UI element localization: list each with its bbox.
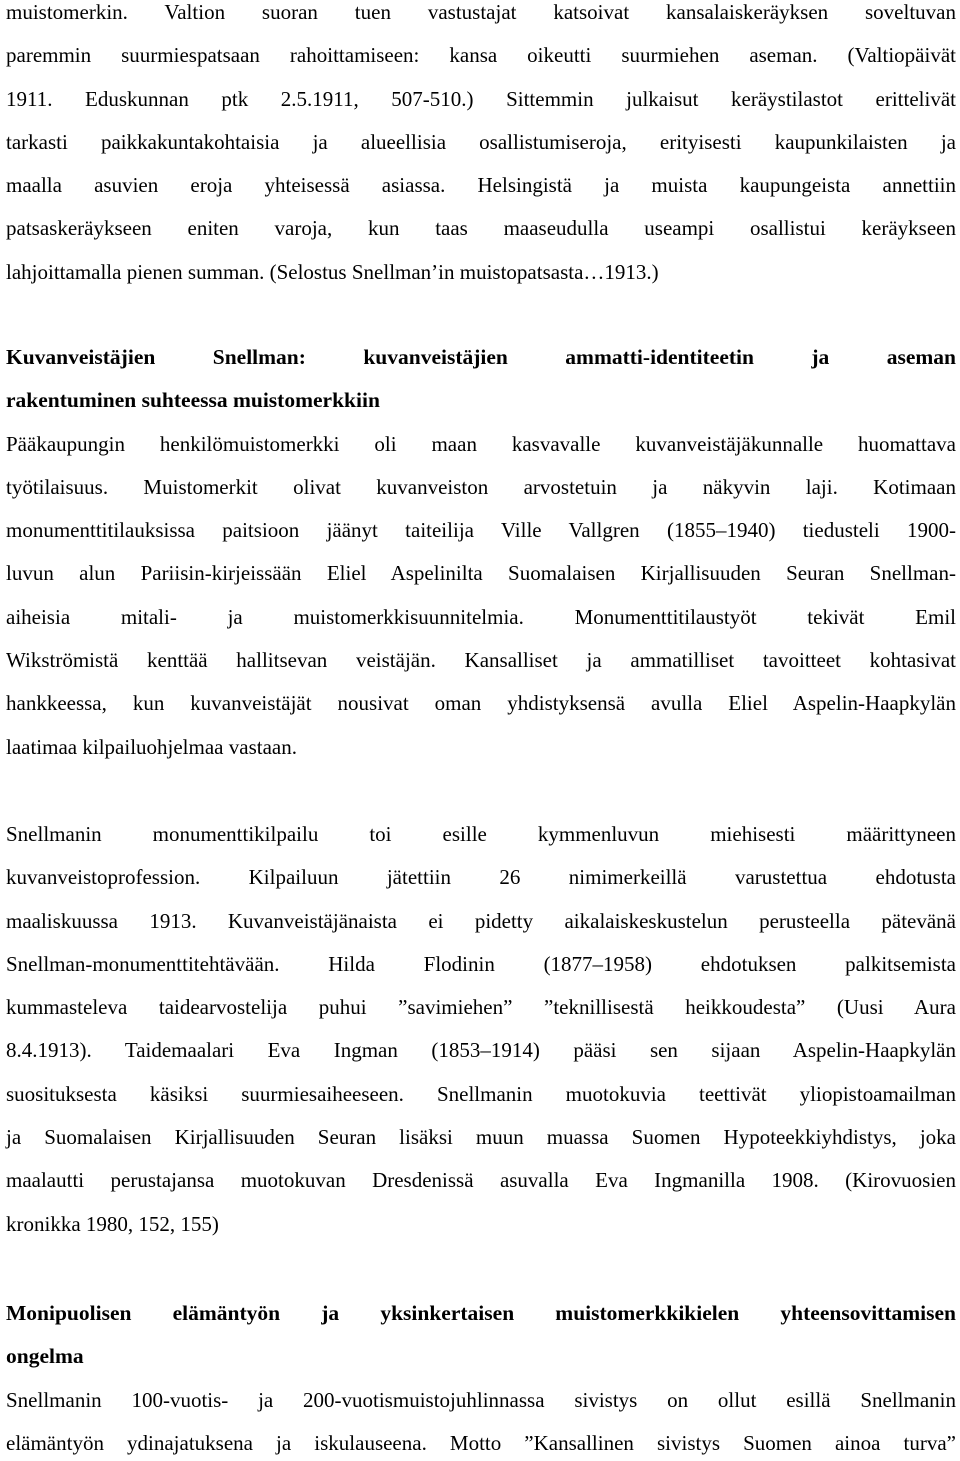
section-heading: ongelma bbox=[6, 1344, 84, 1369]
text-line: suosituksesta käsiksi suurmiesaiheeseen. Snellmanin muotokuvia teettivät yliopistoamailman bbox=[6, 1081, 956, 1106]
section-heading: Kuvanveistäjien Snellman: kuvanveistäjien ammatti-identiteetin ja aseman bbox=[6, 345, 956, 369]
text-line: muistomerkin. Valtion suoran tuen vastustajat katsoivat kansalaiskeräyksen soveltuvan bbox=[6, 0, 956, 24]
text-line: maalautti perustajansa muotokuvan Dresdenissä asuvalla Eva Ingmanilla 1908. (Kirovuosien bbox=[6, 1168, 956, 1193]
text-line: 8.4.1913). Taidemaalari Eva Ingman (1853–1914) pääsi sen sijaan Aspelin-Haapkylän bbox=[6, 1038, 956, 1063]
text-line: aiheisia mitali- ja muistomerkkisuunnitelmia. Monumenttitilaustyöt tekivät Emil bbox=[6, 604, 956, 629]
text-line: patsaskeräykseen eniten varoja, kun taas maaseudulla useampi osallistui keräykseen bbox=[6, 216, 956, 241]
section-heading: rakentuminen suhteessa muistomerkkiin bbox=[6, 388, 380, 413]
text-line: tarkasti paikkakuntakohtaisia ja alueellisia osallistumiseroja, erityisesti kaupunkilaisten ja bbox=[6, 129, 956, 154]
text-line: kronikka 1980, 152, 155) bbox=[6, 1211, 219, 1236]
text-line: hankkeessa, kun kuvanveistäjät nousivat oman yhdistyksensä avulla Eliel Aspelin-Haapkylän bbox=[6, 691, 956, 716]
text-line: maaliskuussa 1913. Kuvanveistäjänaista ei pidetty aikalaiskeskustelun perusteella pätevänä bbox=[6, 908, 956, 933]
text-line: paremmin suurmiespatsaan rahoittamiseen: kansa oikeutti suurmiehen aseman. (Valtiopäivät bbox=[6, 43, 956, 68]
section-heading: Monipuolisen elämäntyön ja yksinkertaisen muistomerkkikielen yhteensovittamisen bbox=[6, 1301, 956, 1325]
text-line: Snellmanin monumenttikilpailu toi esille kymmenluvun miehisesti määrittyneen bbox=[6, 822, 956, 846]
paragraph-monumenttikilpailu bbox=[6, 813, 956, 1246]
text-line: Snellman-monumenttitehtävään. Hilda Flodinin (1877–1958) ehdotuksen palkitsemista bbox=[6, 951, 956, 976]
text-line: kuvanveistoprofession. Kilpailuun jätettiin 26 nimimerkeillä varustettua ehdotusta bbox=[6, 865, 956, 890]
text-line: luvun alun Pariisin-kirjeissään Eliel Aspelinilta Suomalaisen Kirjallisuuden Seuran Snellman- bbox=[6, 561, 956, 586]
text-line: Pääkaupungin henkilömuistomerkki oli maan kasvavalle kuvanveistäjäkunnalle huomattava bbox=[6, 431, 956, 456]
section-monipuolisen-elamantyon bbox=[6, 1292, 956, 1461]
text-line: 1911. Eduskunnan ptk 2.5.1911, 507-510.) Sittemmin julkaisut keräystilastot erittelivät bbox=[6, 86, 956, 111]
intro-paragraph bbox=[6, 0, 956, 294]
text-line: lahjoittamalla pienen summan. (Selostus Snellman’in muistopatsasta…1913.) bbox=[6, 259, 659, 284]
text-line: laatimaa kilpailuohjelmaa vastaan. bbox=[6, 734, 297, 759]
text-line: Snellmanin 100-vuotis- ja 200-vuotismuistojuhlinnassa sivistys on ollut esillä Snellmanin bbox=[6, 1387, 956, 1412]
text-line: työtilaisuus. Muistomerkit olivat kuvanveiston arvostetuin ja näkyvin laji. Kotimaan bbox=[6, 474, 956, 499]
text-line: maalla asuvien eroja yhteisessä asiassa. Helsingistä ja muista kaupungeista annettiin bbox=[6, 173, 956, 198]
text-line: Wikströmistä kenttää hallitsevan veistäjän. Kansalliset ja ammatilliset tavoitteet kohtasivat bbox=[6, 648, 956, 673]
text-line: monumenttitilauksissa paitsioon jäänyt taiteilija Ville Vallgren (1855–1940) tiedusteli 1900- bbox=[6, 518, 956, 543]
text-line: elämäntyön ydinajatuksena ja iskulauseena. Motto ”Kansallinen sivistys Suomen ainoa turva” bbox=[6, 1430, 956, 1455]
section-kuvanveistajien-snellman bbox=[6, 336, 956, 769]
text-line: ja Suomalaisen Kirjallisuuden Seuran lisäksi muun muassa Suomen Hypoteekkiyhdistys, joka bbox=[6, 1125, 956, 1150]
text-line: kummasteleva taidearvostelija puhui ”savimiehen” ”teknillisestä heikkoudesta” (Uusi Aura bbox=[6, 995, 956, 1020]
